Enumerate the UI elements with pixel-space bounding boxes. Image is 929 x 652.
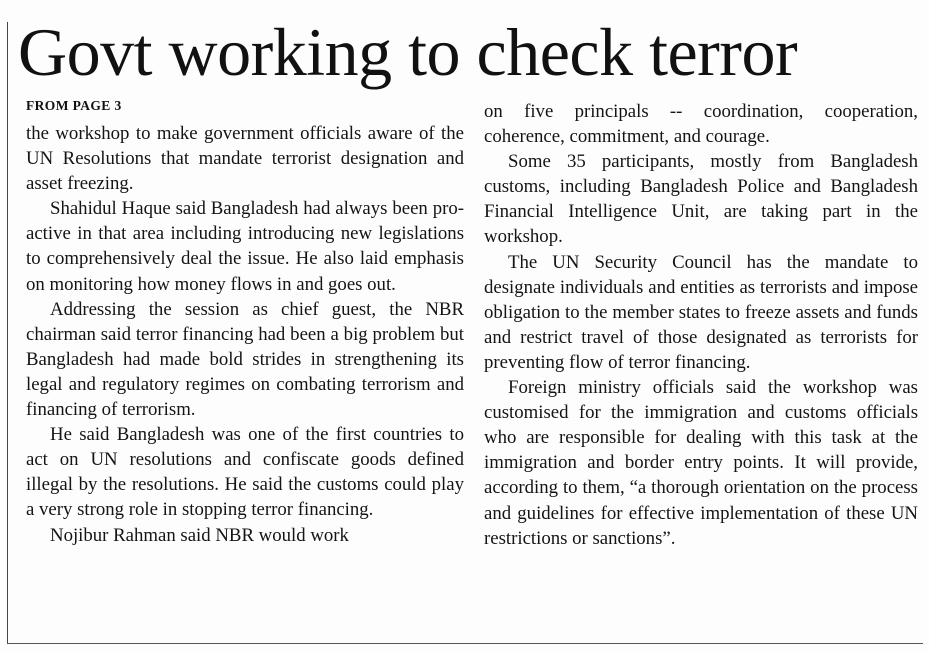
article-column-right [484,99,918,551]
paragraph: The UN Security Council has the mandate to designate individuals and entities as terrorists and impose obligation to the member states to freeze assets and funds and restrict travel of those designated as terrorists for preventing flow of terror financing. [484,251,918,373]
paragraph: the workshop to make government officials aware of the UN Resolutions that mandate terrorist designation and asset freezing. [26,123,464,195]
paragraph: on five principals -- coordination, cooperation, coherence, commitment, and courage. [484,101,918,148]
column-rule-left [7,22,8,644]
paragraph: Shahidul Haque said Bangladesh had always been pro-active in that area including introducing new legislations to comprehensively deal the issue. He also laid emphasis on monitoring how money flows in and goes out. [26,198,464,295]
paragraph: Foreign ministry officials said the workshop was customised for the immigration and customs officials who are responsible for dealing with this task at the immigration and border entry points. It will provide, according to them, “a thorough orientation on the process and guidelines for effective implementation of these UN restrictions or sanctions”. [484,377,918,549]
bottom-rule [7,643,923,644]
paragraph: He said Bangladesh was one of the first countries to act on UN resolutions and confiscate goods defined illegal by the resolutions. He said the customs could play a very strong role in stopping terror financing. [26,424,464,521]
continuation-kicker: FROM PAGE 3 [26,98,122,113]
paragraph: Addressing the session as chief guest, the NBR chairman said terror financing had been a big problem but Bangladesh had made bold strides in strengthening its legal and regulatory regimes on combating terrorism and financing of terrorism. [26,298,464,421]
paragraph: Nojibur Rahman said NBR would work [50,524,349,546]
article-column-left [26,121,464,548]
paragraph: Some 35 participants, mostly from Bangladesh customs, including Bangladesh Police and Bangladesh Financial Intelligence Unit, are taking part in the workshop. [484,151,918,248]
headline: Govt working to check terror [18,14,798,90]
